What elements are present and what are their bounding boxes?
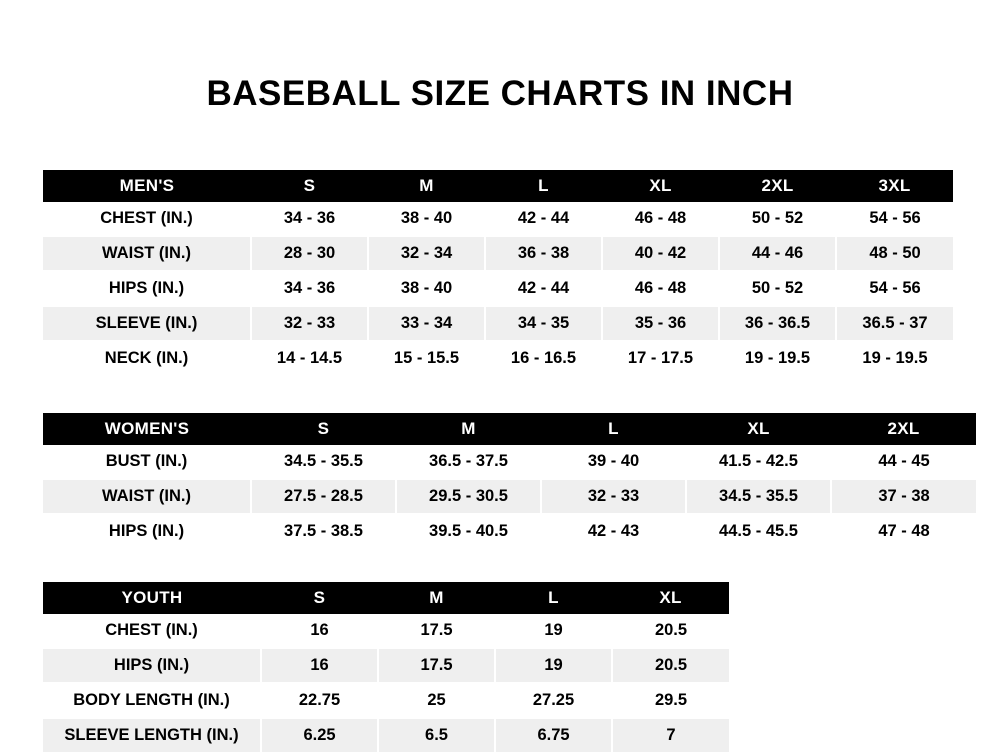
table-cell: 28 - 30 — [251, 236, 368, 271]
table-cell: 34.5 - 35.5 — [251, 445, 396, 479]
table-row — [43, 202, 953, 236]
table-cell: 16 — [261, 614, 378, 648]
table-cell: 42 - 44 — [485, 202, 602, 236]
womens-table-body — [43, 445, 976, 548]
table-cell: 33 - 34 — [368, 306, 485, 341]
table-cell: 6.5 — [378, 718, 495, 752]
table-cell: 34 - 36 — [251, 271, 368, 306]
womens-header-m: M — [396, 413, 541, 445]
mens-header-s: S — [251, 170, 368, 202]
youth-size-table — [43, 582, 729, 752]
table-cell: 39.5 - 40.5 — [396, 514, 541, 548]
table-cell: 50 - 52 — [719, 271, 836, 306]
table-cell: 7 — [612, 718, 729, 752]
table-cell: 22.75 — [261, 683, 378, 718]
table-cell: 47 - 48 — [831, 514, 976, 548]
table-cell: 17 - 17.5 — [602, 341, 719, 375]
youth-header-xl: XL — [612, 582, 729, 614]
table-cell: 46 - 48 — [602, 271, 719, 306]
womens-header-l: L — [541, 413, 686, 445]
table-row — [43, 648, 729, 683]
table-cell: 39 - 40 — [541, 445, 686, 479]
table-row — [43, 271, 953, 306]
youth-header-l: L — [495, 582, 612, 614]
youth-table-header — [43, 582, 729, 614]
table-row — [43, 306, 953, 341]
table-cell: 36 - 36.5 — [719, 306, 836, 341]
table-row — [43, 614, 729, 648]
row-label: HIPS (IN.) — [43, 514, 251, 548]
table-row — [43, 514, 976, 548]
table-row — [43, 479, 976, 514]
table-cell: 36.5 - 37.5 — [396, 445, 541, 479]
table-cell: 35 - 36 — [602, 306, 719, 341]
table-cell: 17.5 — [378, 648, 495, 683]
mens-header-category: MEN'S — [43, 170, 251, 202]
table-header-row — [43, 582, 729, 614]
table-cell: 27.5 - 28.5 — [251, 479, 396, 514]
table-spacer — [43, 548, 1000, 582]
table-cell: 40 - 42 — [602, 236, 719, 271]
table-row — [43, 718, 729, 752]
table-cell: 34 - 35 — [485, 306, 602, 341]
table-cell: 19 - 19.5 — [836, 341, 953, 375]
womens-size-table — [43, 413, 976, 548]
table-cell: 41.5 - 42.5 — [686, 445, 831, 479]
table-cell: 29.5 - 30.5 — [396, 479, 541, 514]
youth-header-s: S — [261, 582, 378, 614]
row-label: BODY LENGTH (IN.) — [43, 683, 261, 718]
table-cell: 32 - 34 — [368, 236, 485, 271]
table-cell: 34 - 36 — [251, 202, 368, 236]
table-row — [43, 341, 953, 375]
size-tables-container — [0, 170, 1000, 752]
mens-header-2xl: 2XL — [719, 170, 836, 202]
table-cell: 16 - 16.5 — [485, 341, 602, 375]
row-label: WAIST (IN.) — [43, 479, 251, 514]
row-label: SLEEVE LENGTH (IN.) — [43, 718, 261, 752]
table-cell: 42 - 43 — [541, 514, 686, 548]
mens-header-xl: XL — [602, 170, 719, 202]
mens-header-3xl: 3XL — [836, 170, 953, 202]
youth-header-m: M — [378, 582, 495, 614]
table-cell: 32 - 33 — [541, 479, 686, 514]
womens-header-category: WOMEN'S — [43, 413, 251, 445]
row-label: CHEST (IN.) — [43, 202, 251, 236]
row-label: BUST (IN.) — [43, 445, 251, 479]
mens-table-body — [43, 202, 953, 375]
table-cell: 38 - 40 — [368, 202, 485, 236]
table-cell: 34.5 - 35.5 — [686, 479, 831, 514]
table-cell: 44 - 46 — [719, 236, 836, 271]
table-cell: 6.75 — [495, 718, 612, 752]
row-label: NECK (IN.) — [43, 341, 251, 375]
table-cell: 19 — [495, 648, 612, 683]
table-cell: 37 - 38 — [831, 479, 976, 514]
table-cell: 54 - 56 — [836, 271, 953, 306]
table-cell: 32 - 33 — [251, 306, 368, 341]
womens-header-s: S — [251, 413, 396, 445]
womens-header-xl: XL — [686, 413, 831, 445]
youth-header-category: YOUTH — [43, 582, 261, 614]
table-cell: 44 - 45 — [831, 445, 976, 479]
table-cell: 25 — [378, 683, 495, 718]
youth-table-body — [43, 614, 729, 752]
row-label: HIPS (IN.) — [43, 648, 261, 683]
table-cell: 46 - 48 — [602, 202, 719, 236]
table-cell: 29.5 — [612, 683, 729, 718]
mens-header-l: L — [485, 170, 602, 202]
table-cell: 50 - 52 — [719, 202, 836, 236]
row-label: WAIST (IN.) — [43, 236, 251, 271]
row-label: HIPS (IN.) — [43, 271, 251, 306]
table-cell: 14 - 14.5 — [251, 341, 368, 375]
table-cell: 37.5 - 38.5 — [251, 514, 396, 548]
table-cell: 42 - 44 — [485, 271, 602, 306]
mens-header-m: M — [368, 170, 485, 202]
table-cell: 19 - 19.5 — [719, 341, 836, 375]
table-header-row — [43, 170, 953, 202]
table-cell: 20.5 — [612, 614, 729, 648]
table-header-row — [43, 413, 976, 445]
table-cell: 16 — [261, 648, 378, 683]
table-cell: 17.5 — [378, 614, 495, 648]
mens-size-table — [43, 170, 953, 375]
table-cell: 54 - 56 — [836, 202, 953, 236]
table-cell: 44.5 - 45.5 — [686, 514, 831, 548]
table-cell: 48 - 50 — [836, 236, 953, 271]
table-cell: 38 - 40 — [368, 271, 485, 306]
page-title: BASEBALL SIZE CHARTS IN INCH — [206, 74, 794, 113]
table-cell: 6.25 — [261, 718, 378, 752]
row-label: SLEEVE (IN.) — [43, 306, 251, 341]
table-cell: 20.5 — [612, 648, 729, 683]
table-cell: 19 — [495, 614, 612, 648]
table-cell: 36.5 - 37 — [836, 306, 953, 341]
womens-header-2xl: 2XL — [831, 413, 976, 445]
mens-table-header — [43, 170, 953, 202]
table-spacer — [43, 375, 1000, 413]
table-row — [43, 445, 976, 479]
table-cell: 36 - 38 — [485, 236, 602, 271]
table-cell: 27.25 — [495, 683, 612, 718]
table-row — [43, 683, 729, 718]
row-label: CHEST (IN.) — [43, 614, 261, 648]
womens-table-header — [43, 413, 976, 445]
table-cell: 15 - 15.5 — [368, 341, 485, 375]
table-row — [43, 236, 953, 271]
